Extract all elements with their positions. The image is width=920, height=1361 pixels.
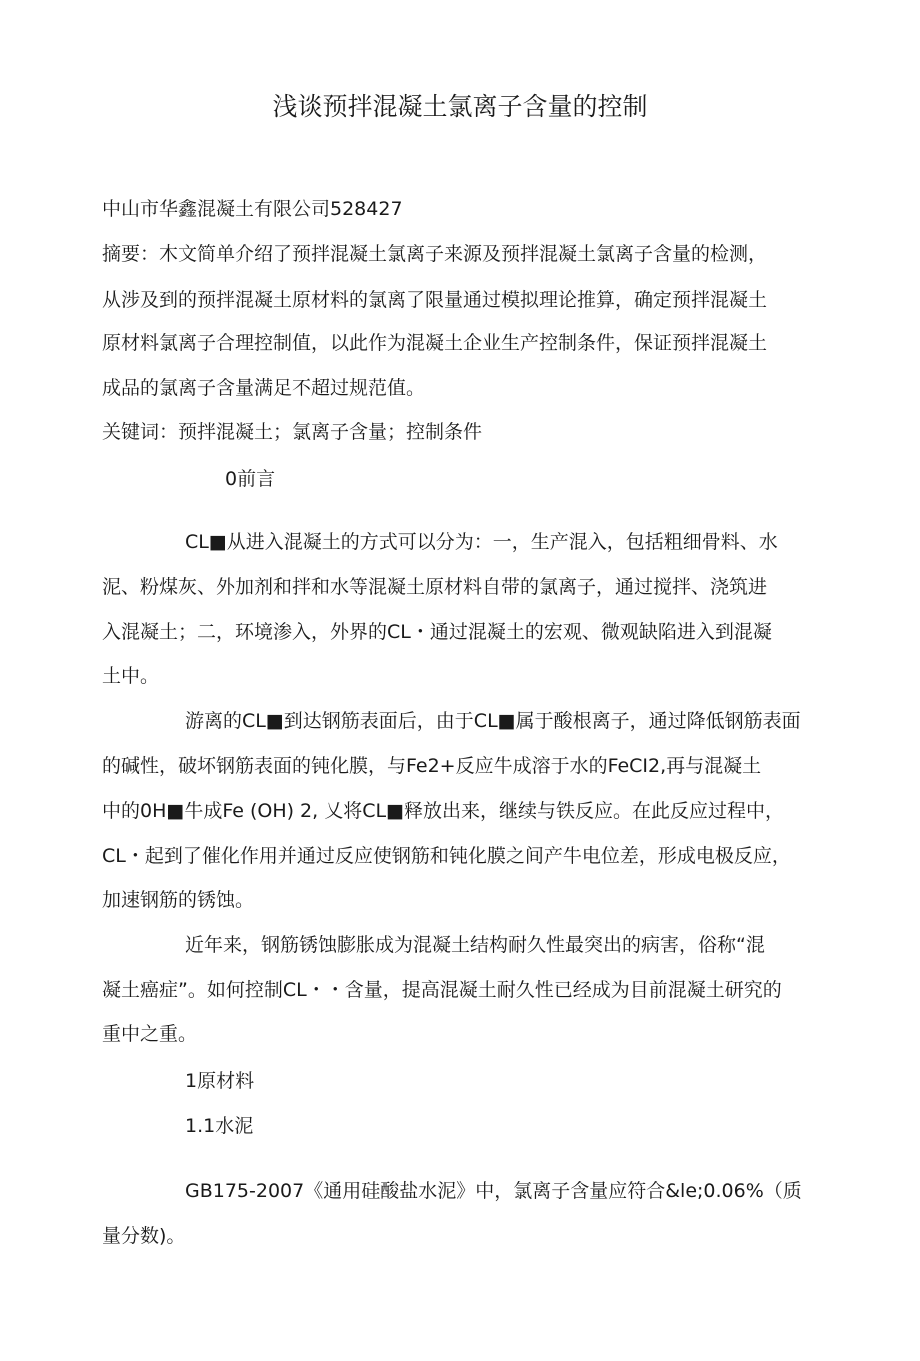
abstract-line: 从涉及到的预拌混凝土原材料的氯离了限量通过模拟理论推算，确定预拌混凝土 bbox=[102, 289, 768, 311]
abstract-line: 成品的氯离子含量满足不超过规范值。 bbox=[102, 377, 426, 399]
paragraph-line: 近年来，钢筋锈蚀膨胀成为混凝土结构耐久性最突出的病害，俗称“混 bbox=[185, 934, 765, 956]
paragraph-line: 的碱性，破坏钢筋表面的钝化膜，与Fe2+反应牛成溶于水的FeCI2,再与混凝土 bbox=[102, 755, 762, 777]
abstract-line: 原材料氯离子合理控制值，以此作为混凝土企业生产控制条件，保证预拌混凝土 bbox=[102, 332, 768, 354]
paragraph-line: 泥、粉煤灰、外加剂和拌和水等混凝土原材料自带的氯离子，通过搅拌、浇筑进 bbox=[102, 576, 768, 598]
section-heading: 0前言 bbox=[225, 468, 276, 490]
paragraph-line: 加速钢筋的锈蚀。 bbox=[102, 889, 255, 911]
paragraph-line: CL■从进入混凝土的方式可以分为：一，生产混入，包括粗细骨料、水 bbox=[185, 531, 778, 553]
paragraph-line: 中的0H■牛成Fe (OH) 2, 乂将CL■释放出来，继续与铁反应。在此反应过程中， bbox=[102, 800, 785, 822]
paragraph-line: GB175-2007《通用硅酸盐水泥》中，氯离子含量应符合&le;0.06%（质 bbox=[185, 1180, 802, 1202]
paragraph-line: CL・起到了催化作用并通过反应使钢筋和钝化膜之间产牛电位差，形成电极反应， bbox=[102, 845, 791, 867]
author-line: 中山市华鑫混凝土有限公司528427 bbox=[102, 198, 403, 220]
paragraph-line: 凝土癌症”。如何控制CL・・含量，提高混凝土耐久性已经成为目前混凝土研究的 bbox=[102, 979, 782, 1001]
page-title: 浅谈预拌混凝土氯离子含量的控制 bbox=[272, 92, 648, 121]
subsection-heading: 1.1水泥 bbox=[185, 1115, 254, 1137]
keywords-line: 关键词：预拌混凝土；氯离子含量；控制条件 bbox=[102, 421, 483, 443]
paragraph-line: 重中之重。 bbox=[102, 1023, 198, 1045]
abstract-line: 摘要：木文简单介绍了预拌混凝土氯离子来源及预拌混凝土氯离子含量的检测， bbox=[102, 243, 768, 265]
section-heading: 1原材料 bbox=[185, 1070, 255, 1092]
paragraph-line: 游离的CL■到达钢筋表面后，由于CL■属于酸根离子，通过降低钢筋表面 bbox=[185, 710, 801, 732]
paragraph-line: 量分数)。 bbox=[102, 1225, 186, 1247]
paragraph-line: 入混凝土；二，环境渗入，外界的CL・通过混凝土的宏观、微观缺陷进入到混凝 bbox=[102, 621, 772, 643]
paragraph-line: 土中。 bbox=[102, 665, 160, 687]
